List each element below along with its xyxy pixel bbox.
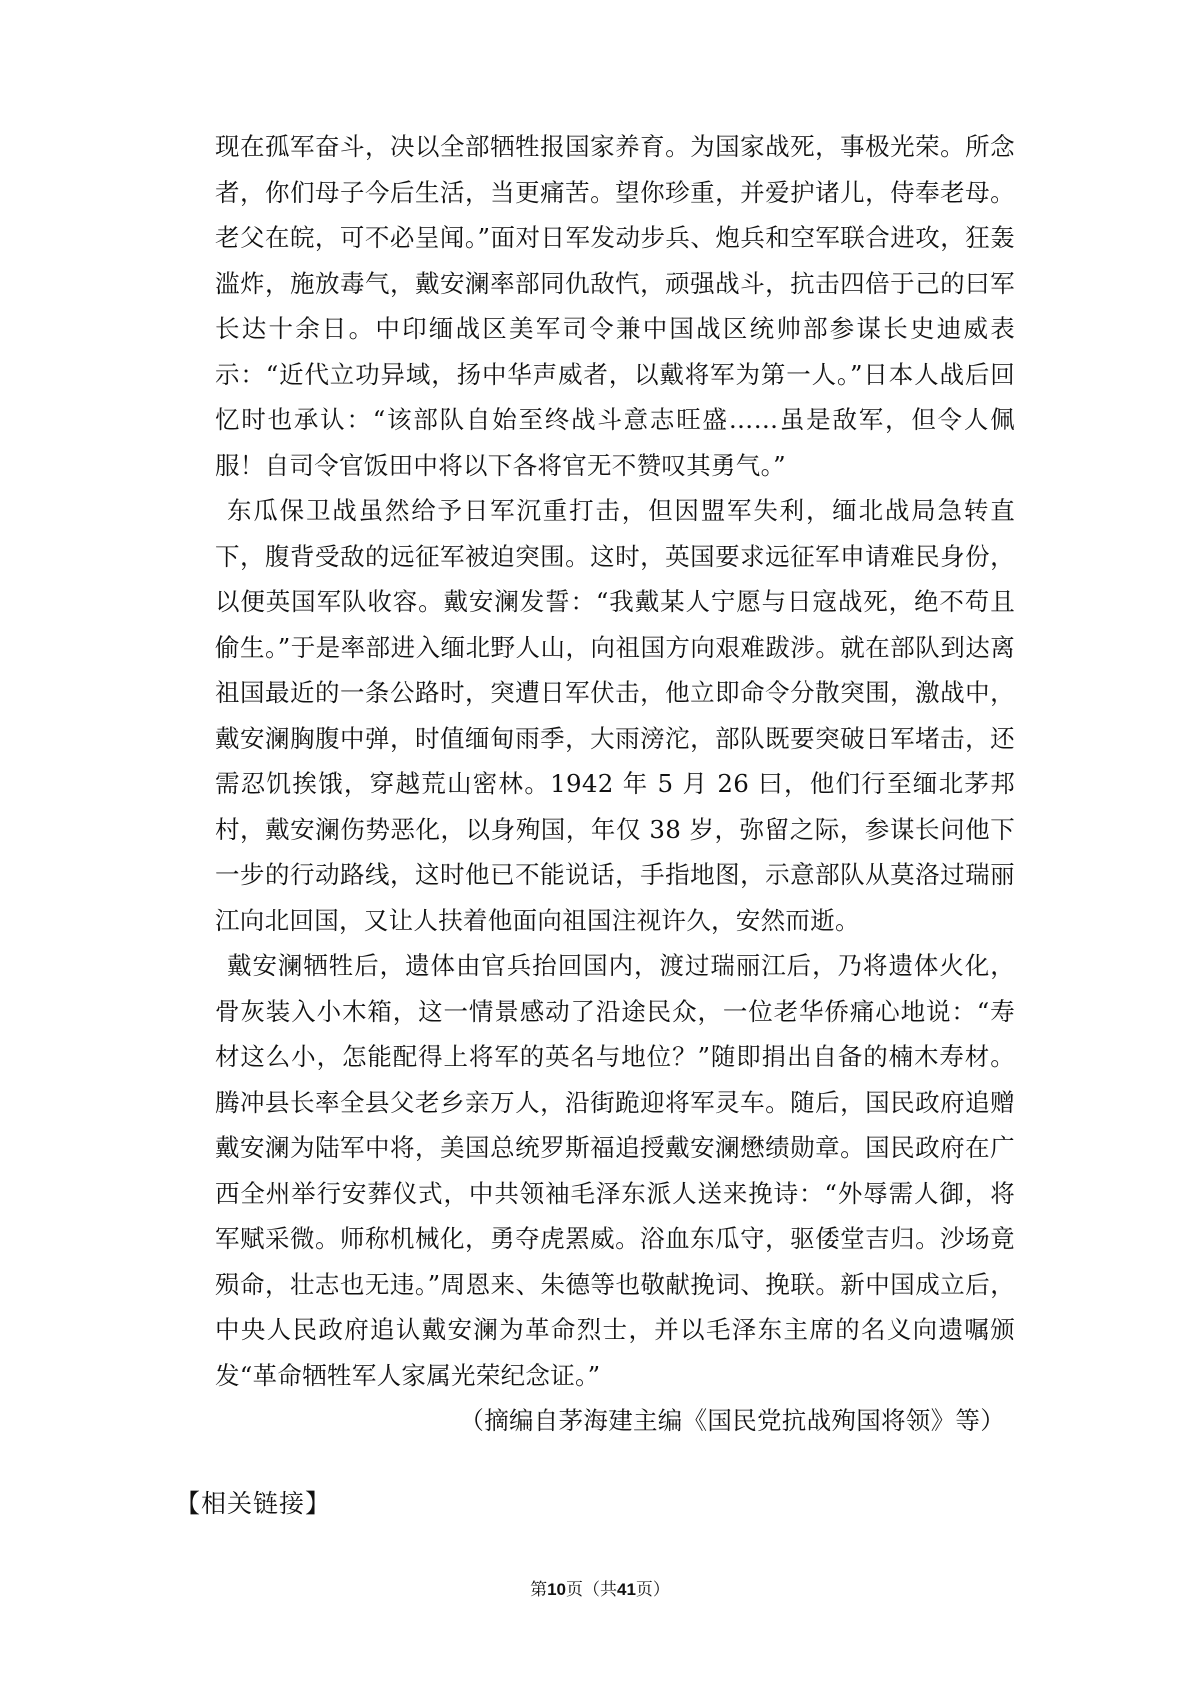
source-citation: （摘编自茅海建主编《国民党抗战殉国将领》等） bbox=[459, 1406, 1005, 1435]
footer-suffix: 页） bbox=[635, 1580, 670, 1600]
paragraph-1: 现在孤军奋斗，决以全部牺牲报国家养育。为国家战死，事极光荣。所念者，你们母子今后生活，当更痛苦。望你珍重，并爱护诸儿，侍奉老母。老父在皖，可不必呈闻。”面对日军发动步兵、炮兵和空军联合进攻，狂轰滥炸，施放毒气，戴安澜率部同仇敌忾，顽强战斗，抗击四倍于己的曰军长达十余日。中印缅战区美军司令兼中国战区统帅部参谋长史迪威表示：“近代立功异域，扬中华声威者，以戴将军为第一人。”日本人战后回忆时也承认：“该部队自始至终战斗意志旺盛……虽是敌军，但令人佩服！自司令官饭田中将以下各将官无不赞叹其勇气。” bbox=[215, 132, 1015, 480]
related-links-heading: 【相关链接】 bbox=[175, 1489, 332, 1518]
page-footer bbox=[0, 1578, 1200, 1602]
paragraph-2: 东瓜保卫战虽然给予日军沉重打击，但因盟军失利，缅北战局急转直下，腹背受敌的远征军被迫突围。这时，英国要求远征军申请难民身份，以便英国军队收容。戴安澜发誓：“我戴某人宁愿与日寇战死，绝不苟且偷生。”于是率部进入缅北野人山，向祖国方向艰难跋涉。就在部队到达离祖国最近的一条公路时，突遭日军伏击，他立即命令分散突围，激战中，戴安澜胸腹中弹，时值缅甸雨季，大雨滂沱，部队既要突破日军堵击，还需忍饥挨饿，穿越荒山密林。1942 年 5 月 26 曰，他们行至缅北茅邦村，戴安澜伤势恶化，以身殉国，年仅 38 岁，弥留之际，参谋长问他下一步的行动路线，这时他已不能说话，手指地图，示意部队从莫洛过瑞丽江向北回国，又让人扶着他面向祖国注视许久，安然而逝。 bbox=[215, 496, 1015, 935]
footer-prefix: 第 bbox=[530, 1580, 548, 1600]
current-page-number: 10 bbox=[547, 1580, 566, 1599]
article-body bbox=[215, 124, 1015, 1444]
paragraph-3: 戴安澜牺牲后，遗体由官兵抬回国内，渡过瑞丽江后，乃将遗体火化，骨灰装入小木箱，这一情景感动了沿途民众，一位老华侨痛心地说：“寿材这么小，怎能配得上将军的英名与地位？”随即捐出自备的楠木寿材。腾冲县长率全县父老乡亲万人，沿街跪迎将军灵车。随后，国民政府追赠戴安澜为陆军中将，美国总统罗斯福追授戴安澜懋绩勋章。国民政府在广西全州举行安葬仪式，中共领袖毛泽东派人送来挽诗：“外辱需人御，将军赋采微。师称机械化，勇夺虎罴威。浴血东瓜守，驱倭堂吉归。沙场竟殒命，壮志也无违。”周恩来、朱德等也敬献挽词、挽联。新中国成立后，中央人民政府追认戴安澜为革命烈士，并以毛泽东主席的名义向遗嘱颁发“革命牺牲军人家属光荣纪念证。” bbox=[215, 951, 1015, 1390]
total-page-count: 41 bbox=[617, 1580, 636, 1599]
footer-middle: 页（共 bbox=[566, 1580, 617, 1600]
